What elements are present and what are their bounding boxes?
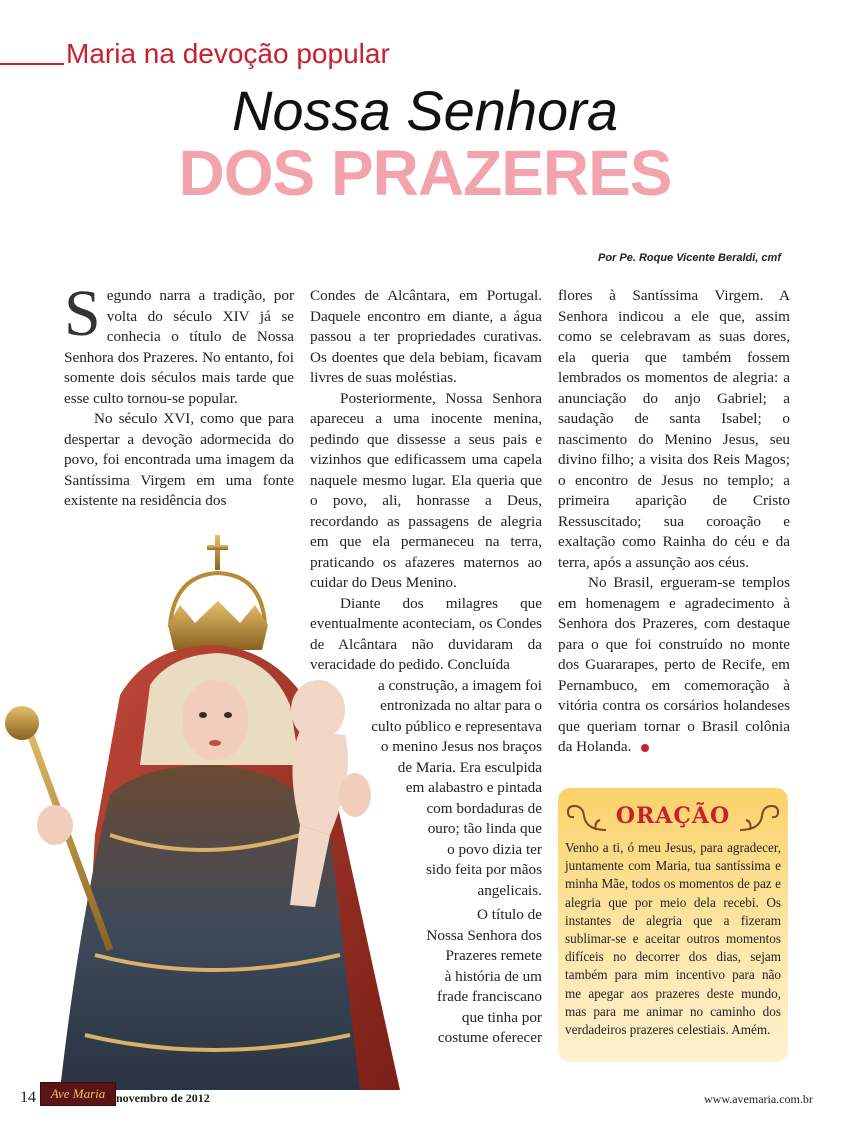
magazine-logo (40, 1082, 116, 1106)
drop-cap: S (64, 277, 101, 350)
wrap-line: angelicais. (477, 881, 542, 899)
wrap-line: ouro; tão linda que (427, 820, 542, 837)
article-paragraph: No século XVI, como que para despertar a devoção adormecida do povo, foi encontrada uma imagem da Santíssima Virgem em uma fonte existente na residência dos (64, 410, 294, 509)
wrap-line: sido feita por mãos (426, 861, 542, 878)
article-paragraph: flores à Santíssima Virgem. A Senhora indicou a ele que, assim como se celebravam as suas dores, ela queria que também fossem lembrados os momentos de alegria: a anunciação do anjo Gabriel; a saudação de santa Isabel; o nascimento do Menino Jesus, seu divino filho; a visita dos Reis Magos; o encontro de Jesus no templo; a primeira aparição de Cristo Ressuscitado; sua coroação e exaltação como Rainha do céu e da terra, após a assunção aos céus. (558, 287, 790, 571)
article-paragraph (558, 573, 790, 758)
wrap-line: a construção, a imagem foi (377, 676, 542, 694)
wrap-line: à história de um (444, 967, 542, 985)
section-title: Maria na devoção popular (66, 38, 390, 69)
article-column-2 (310, 286, 542, 1049)
page-number: 14 (20, 1089, 36, 1106)
wrap-line: que tinha por (461, 1008, 542, 1026)
logo-text: Ave Maria (50, 1086, 106, 1101)
article-paragraph: Condes de Alcântara, em Portugal. Daquele encontro em diante, a água passou a ter propriedades curativas. Os doentes que dela bebiam, ficavam livres de suas moléstias. (310, 287, 542, 386)
byline: Por Pe. Roque Vicente Beraldi, cmf (598, 252, 781, 264)
paragraph-text: No Brasil, ergueram-se templos em homenagem e agradecimento à Senhora dos Prazeres, com destaque para o que foi construído no monte dos Guararapes, perto de Recife, em Pernambuco, em comemoração à vitória contra os corsários holandeses que queriam tornar o Brasil colônia da Holanda. (558, 574, 790, 755)
article-column-1 (64, 277, 294, 512)
prayer-title: ORAÇÃO (615, 803, 731, 829)
article-paragraph: Diante dos milagres que eventualmente aconteciam, os Condes de Alcântara não duvidaram da veracidade do pedido. Concluída (310, 594, 542, 673)
wrap-line: de Maria. Era esculpida (397, 758, 542, 776)
wrap-line: culto público e representava (371, 717, 542, 735)
article-paragraph (64, 277, 294, 409)
article-paragraph: Posteriormente, Nossa Senhora apareceu a uma inocente menina, pedindo que dissesse a seus pais e vizinhos que edificassem uma capela naquele mesmo lugar. Ela queria que o povo, ali, honrasse a Deus, recordando as passagens de alegria em que ela permaneceu na terra, praticando os afazeres maternos ao cuidar do Deus Menino. (310, 389, 542, 591)
wrapped-paragraph (310, 905, 542, 1049)
wrap-line: o povo dizia ter (447, 840, 542, 858)
wrap-line: costume oferecer (437, 1029, 542, 1046)
wrap-line: frade franciscano (437, 988, 542, 1005)
article-column-3 (558, 286, 790, 758)
wrap-line: com bordaduras de (426, 799, 542, 817)
wrap-line: Prazeres remete (445, 947, 542, 964)
wrapped-paragraph (310, 676, 542, 902)
wrap-line: O título de (477, 906, 542, 923)
wrap-line: o menino Jesus nos braços (380, 738, 542, 755)
issue-date: novembro de 2012 (116, 1091, 210, 1105)
wrap-line: Nossa Senhora dos (426, 926, 542, 944)
wrap-line: em alabastro e pintada (405, 779, 542, 796)
prayer-text: Venho a ti, ó meu Jesus, para agradecer, juntamente com Maria, tua santíssima e minha Mãe, todos os momentos de paz e alegria que por meio dela recebi. Os instantes de alegria que a fizeram sublimar-se e aceitar outros momentos difíceis no decorrer dos dias, sejam também para mim incentivo para não me apegar aos prazeres deste mundo, mas para me animar no caminho dos verdadeiros prazeres celestiais. Amém. (565, 840, 781, 1038)
website-url[interactable]: www.avemaria.com.br (704, 1092, 813, 1106)
headline-line1: Nossa Senhora (231, 79, 618, 142)
wrap-line: entronizada no altar para o (380, 697, 542, 714)
section-rule (0, 63, 64, 65)
end-mark-icon (641, 744, 649, 752)
paragraph-text: egundo narra a tradição, por volta do século XIV já se conhecia o título de Nossa Senhora dos Prazeres. No entanto, foi somente dois séculos mais tarde que esse culto tornou-se popular. (64, 287, 294, 407)
headline-line2: DOS PRAZERES (178, 137, 672, 209)
